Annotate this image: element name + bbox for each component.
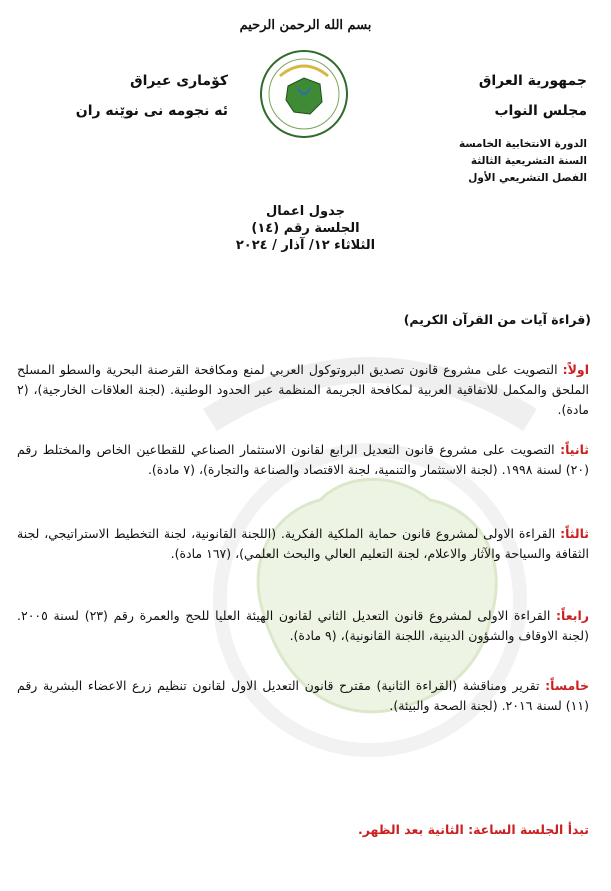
agenda-item-text: تقرير ومناقشة (القراءة الثانية) مقترح قانون التعديل الاول لقانون تنظيم زرع الاعضاء البشرية رقم (١١) لسنة ٢٠١٦. (لجنة الصحة والبيئة). — [17, 678, 589, 713]
agenda-item — [17, 606, 589, 646]
council-name: مجلس النواب — [494, 103, 587, 119]
agenda-title: جدول اعمال — [266, 204, 345, 219]
agenda-item — [17, 440, 589, 480]
council-name-kurdish: ئه نجومه نى نوێنه ران — [75, 103, 228, 119]
agenda-item — [17, 524, 589, 564]
basmala: بسم الله الرحمن الرحيم — [239, 18, 372, 33]
council-logo — [258, 48, 350, 140]
session-info-line: الفصل التشريعي الأول — [468, 172, 587, 184]
session-number: الجلسة رقم (١٤) — [251, 221, 360, 236]
agenda-item-label: ثالثاً: — [560, 526, 589, 541]
country-name: جمهورية العراق — [478, 73, 587, 89]
country-name-kurdish: كۆمارى عيراق — [130, 73, 228, 89]
agenda-item-label: ثانياً: — [560, 442, 589, 457]
agenda-item-text: القراءة الاولى لمشروع قانون التعديل الثاني لقانون الهيئة العليا للحج والعمرة رقم (٢٣) لسنة ٢٠٠٥. (لجنة الاوقاف والشؤون الدينية، اللجنة القانونية)، (٩ مادة). — [17, 608, 589, 643]
session-info-line: السنة التشريعية الثالثة — [470, 155, 587, 167]
quran-reading: (قراءة آيات من القرآن الكريم) — [403, 312, 591, 327]
session-start-time: تبدأ الجلسة الساعة: الثانية بعد الظهر. — [357, 822, 589, 837]
session-info-line: الدورة الانتخابية الخامسة — [458, 138, 587, 150]
header-left-block — [18, 66, 228, 126]
agenda-item-text: التصويت على مشروع قانون تصديق البروتوكول العربي لمنع ومكافحة القرصنة البحرية والسطو المسلح الملحق والمكمل للاتفاقية العربية لمكافحة الجريمة المنظمة عبر الحدود الوطنية. (لجنة العلاقات الخارجية)، (٢ مادة). — [17, 362, 589, 417]
header-right-block — [357, 66, 587, 126]
agenda-heading — [0, 203, 611, 254]
agenda-item — [17, 676, 589, 716]
session-info — [347, 136, 587, 187]
agenda-item — [17, 360, 589, 420]
agenda-item-text: التصويت على مشروع قانون التعديل الرابع لقانون الاستثمار الصناعي للقطاعين الخاص والمختلط رقم (٢٠) لسنة ١٩٩٨. (لجنة الاستثمار والتنمية، لجنة الاقتصاد والصناعة والتجارة)، (٧ مادة). — [17, 442, 589, 477]
agenda-item-label: رابعاً: — [556, 608, 589, 623]
session-date: الثلاثاء ١٢/ آذار / ٢٠٢٤ — [235, 238, 376, 253]
agenda-item-text: القراءة الاولى لمشروع قانون حماية الملكية الفكرية. (اللجنة القانونية، لجنة التخطيط الاستراتيجي، لجنة الثقافة والسياحة والآثار والاعلام، لجنة التعليم العالي والبحث العلمي)، (١٦٧ مادة). — [17, 526, 589, 561]
agenda-item-label: خامساً: — [545, 678, 589, 693]
agenda-item-label: اولاً: — [562, 362, 589, 377]
